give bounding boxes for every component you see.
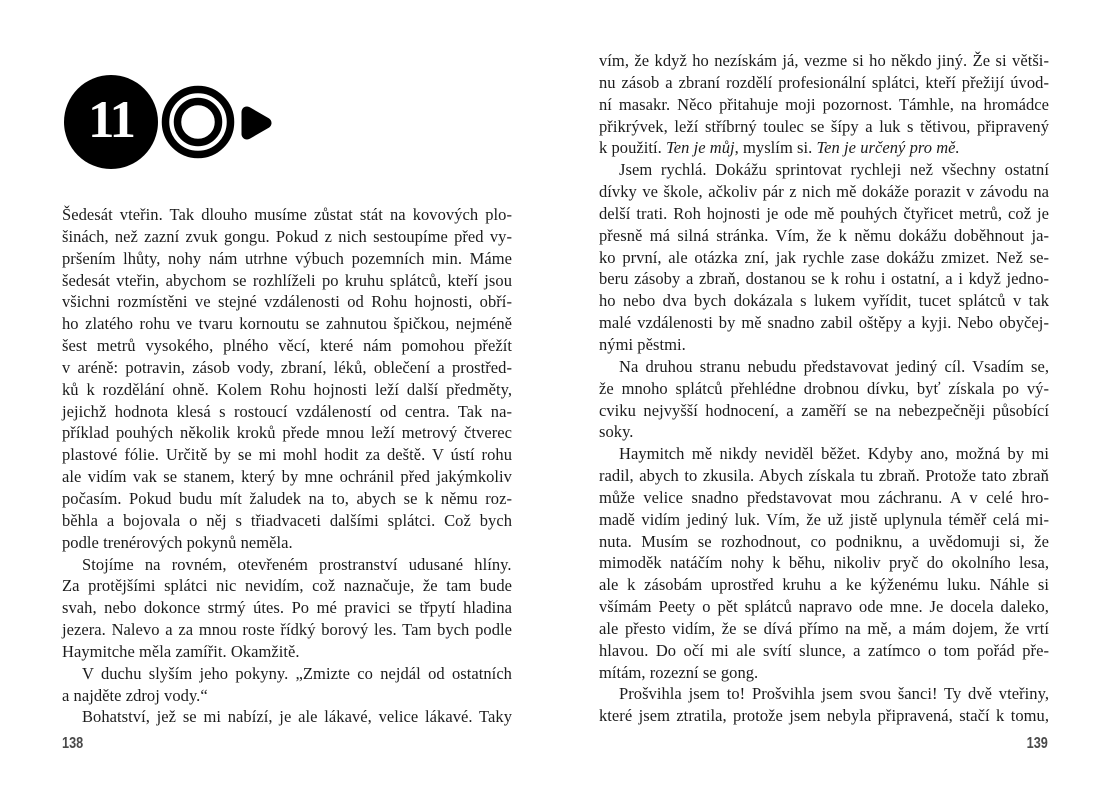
text-line: všichni rozmístěni ve stejné vzdálenosti od Rohu hojnosti, obří- [62, 292, 512, 312]
text-line: všímám Peety o pět splátců napravo ode mne. Je docela daleko, [599, 597, 1049, 617]
text-line: nu zásob a zbraní rozdělí profesionální splátci, kteří přežijí úvod- [599, 72, 1049, 92]
text-line: přesně má silná stránka. Vím, že k němu dokážu doběhnout ja- [599, 225, 1049, 245]
text-line: běhla a bojovala o něj s třiadvaceti dalšími splátci. Což bych [62, 510, 512, 530]
text-line: Haymitche měla zamířit. Okamžitě. [62, 641, 300, 661]
text-line: šedesát vteřin, abychom se rozhlíželi po kruhu splátců, kteří jsou [62, 270, 512, 290]
page-number-left: 138 [62, 735, 84, 752]
text-line: delší trati. Roh hojnosti je ode mě pouhých čtyřicet metrů, což je [599, 203, 1049, 223]
text-line: plastové fólie. Určitě by se mi mohl hodit za deště. V ústí rohu [62, 445, 512, 465]
text-line: Bohatství, jež se mi nabízí, je ale lákavé, velice lákavé. Taky [82, 707, 512, 727]
italic-text: Ten je určený pro mě. [816, 138, 960, 158]
text-line: Šedesát vteřin. Tak dlouho musíme zůstat stát na kovových plo- [62, 205, 512, 224]
text-line: beru zásoby a zbraň, dostanou se k rohu i ostatní, a i když jedno- [599, 269, 1049, 289]
text-line: ků k rozdělání ohně. Kolem Rohu hojnosti leží další předměty, [62, 379, 512, 399]
italic-text: Ten je můj [666, 138, 735, 158]
text-line: Stojíme na rovném, otevřeném prostranství udusané hlíny. [82, 554, 512, 574]
text-line: počasím. Pokud budu mít žaludek na to, abych se k němu roz- [62, 488, 512, 508]
text-line: ale k zásobám uprostřed kruhu a ke kýženému luku. Náhle si [599, 575, 1049, 595]
left-page-text [62, 204, 512, 728]
text-line: Prošvihla jsem to! Prošvihla jsem svou šanci! Ty dvě vteřiny, [619, 684, 1049, 704]
text-line: V duchu slyším jeho pokyny. „Zmizte co nejdál od ostatních [82, 663, 512, 683]
text-line: v aréně: potravin, zásob vody, zbraní, léků, oblečení a prostřed- [62, 357, 512, 377]
page-number-right: 139 [1026, 735, 1048, 752]
text-line: vím, že když ho nezískám já, vezme si ho někdo jiný. Že si větši- [599, 51, 1049, 70]
text-line: přikrývek, leží stříbrný toulec se šípy a luk s tětivou, připravený [599, 116, 1049, 136]
text-line: cviku nejvyšší hodnocení, a zaměří se na nebezpečněji působící [599, 400, 1049, 420]
text-line: malé vzdálenosti by mě snadno zabil oštěpy a kyji. Nebo obyčej- [599, 313, 1049, 333]
text: k použití. [599, 138, 667, 158]
text-line: které jsem ztratila, protože jsem nebyla připravená, stačí k tomu, [599, 706, 1049, 726]
text-line: madě vidím jediný luk. Vím, že už jistě uplynula téměř celá mi- [599, 509, 1049, 529]
text-line: ale přesto vidím, že se dívá přímo na mě, a mám dojem, že vrtí [599, 618, 1049, 638]
text-line: podle trenérových pokynů neměla. [62, 532, 293, 552]
text-line: nými pěstmi. [599, 334, 686, 354]
text-line: pršením lhůty, nohy nám utrhne výbuch pozemních min. Máme [62, 248, 512, 268]
text-line: šest metrů vysokého, plného věcí, které nám pomohou přežít [62, 336, 512, 356]
text-line: ale vidím vak se stanem, který by mne ochránil před jakýmkoliv [62, 467, 512, 487]
text-line: Na druhou stranu nebudu představovat jediný cíl. Vsadím se, [619, 356, 1049, 376]
text-line: Haymitch mě nikdy neviděl běžet. Kdyby ano, možná by mi [619, 444, 1049, 464]
text-line: soky. [599, 422, 634, 442]
text-line: a najděte zdroj vody.“ [62, 685, 208, 705]
text-line: ko první, ale otázka zní, jak rychle zase dokážu zmizet. Než se- [599, 247, 1049, 267]
text-line: Jsem rychlá. Dokážu sprintovat rychleji než všechny ostatní [619, 160, 1049, 180]
text-line: šinách, než zazní zvuk gongu. Pokud z nich sestoupíme před vy- [62, 226, 512, 246]
double-ring-icon [161, 85, 235, 159]
text-line: ho nebo dva bych dokázala s lukem vyřídit, tucet splátců v tak [599, 291, 1049, 311]
text-line: může velice snadno představovat mou záchranu. A v celé hro- [599, 487, 1049, 507]
text-line: ní masakr. Něco přitahuje moji pozornost. Támhle, na hromádce [599, 94, 1049, 114]
text-line: mítám, rozezní se gong. [599, 662, 759, 682]
text-line: mimoděk natáčím nohy k běhu, nikoliv pryč do okolního lesa, [599, 553, 1049, 573]
text-line: Za protějšími splátci nic nevidím, což naznačuje, že tam bude [62, 576, 512, 596]
right-page-text [599, 50, 1049, 727]
chapter-number-circle-icon [64, 75, 158, 169]
text: , myslím si. [734, 138, 817, 158]
text-line: ho zlatého rohu ve tvaru kornoutu se zahnutou špičkou, nejméně [62, 314, 512, 334]
text-line [599, 137, 1049, 159]
text-line: nuta. Musím se rozhodnout, co podniknu, a uvědomuji si, že [599, 531, 1049, 551]
text-line: radil, abych to zkusila. Abych získala tu zbraň. Protože tato zbraň [599, 466, 1049, 486]
text-line: hlavou. Do očí mi ale svítí slunce, a zatímco o tom pořád pře- [599, 640, 1049, 660]
text-line: že mnoho splátců přehlédne drobnou dívku, byť získala po vý- [599, 378, 1049, 398]
text-line: svah, nebo dokonce strmý útes. Po mé pravici se třpytí hladina [62, 598, 512, 618]
chapter-number: 11 [87, 91, 135, 149]
text-line: dívky ve škole, ačkoliv pár z nich mě dokáže porazit v závodu na [599, 182, 1049, 202]
text-line: jejichž hodnota klesá s rostoucí vzdáleností od centra. Tak na- [62, 401, 512, 421]
text-line: jezera. Nalevo a za mnou roste řídký borový les. Tam bych podle [62, 620, 512, 640]
play-triangle-icon [238, 104, 274, 142]
text-line: příklad pouhých několik kroků přede mnou leží metrový čtverec [62, 423, 512, 443]
